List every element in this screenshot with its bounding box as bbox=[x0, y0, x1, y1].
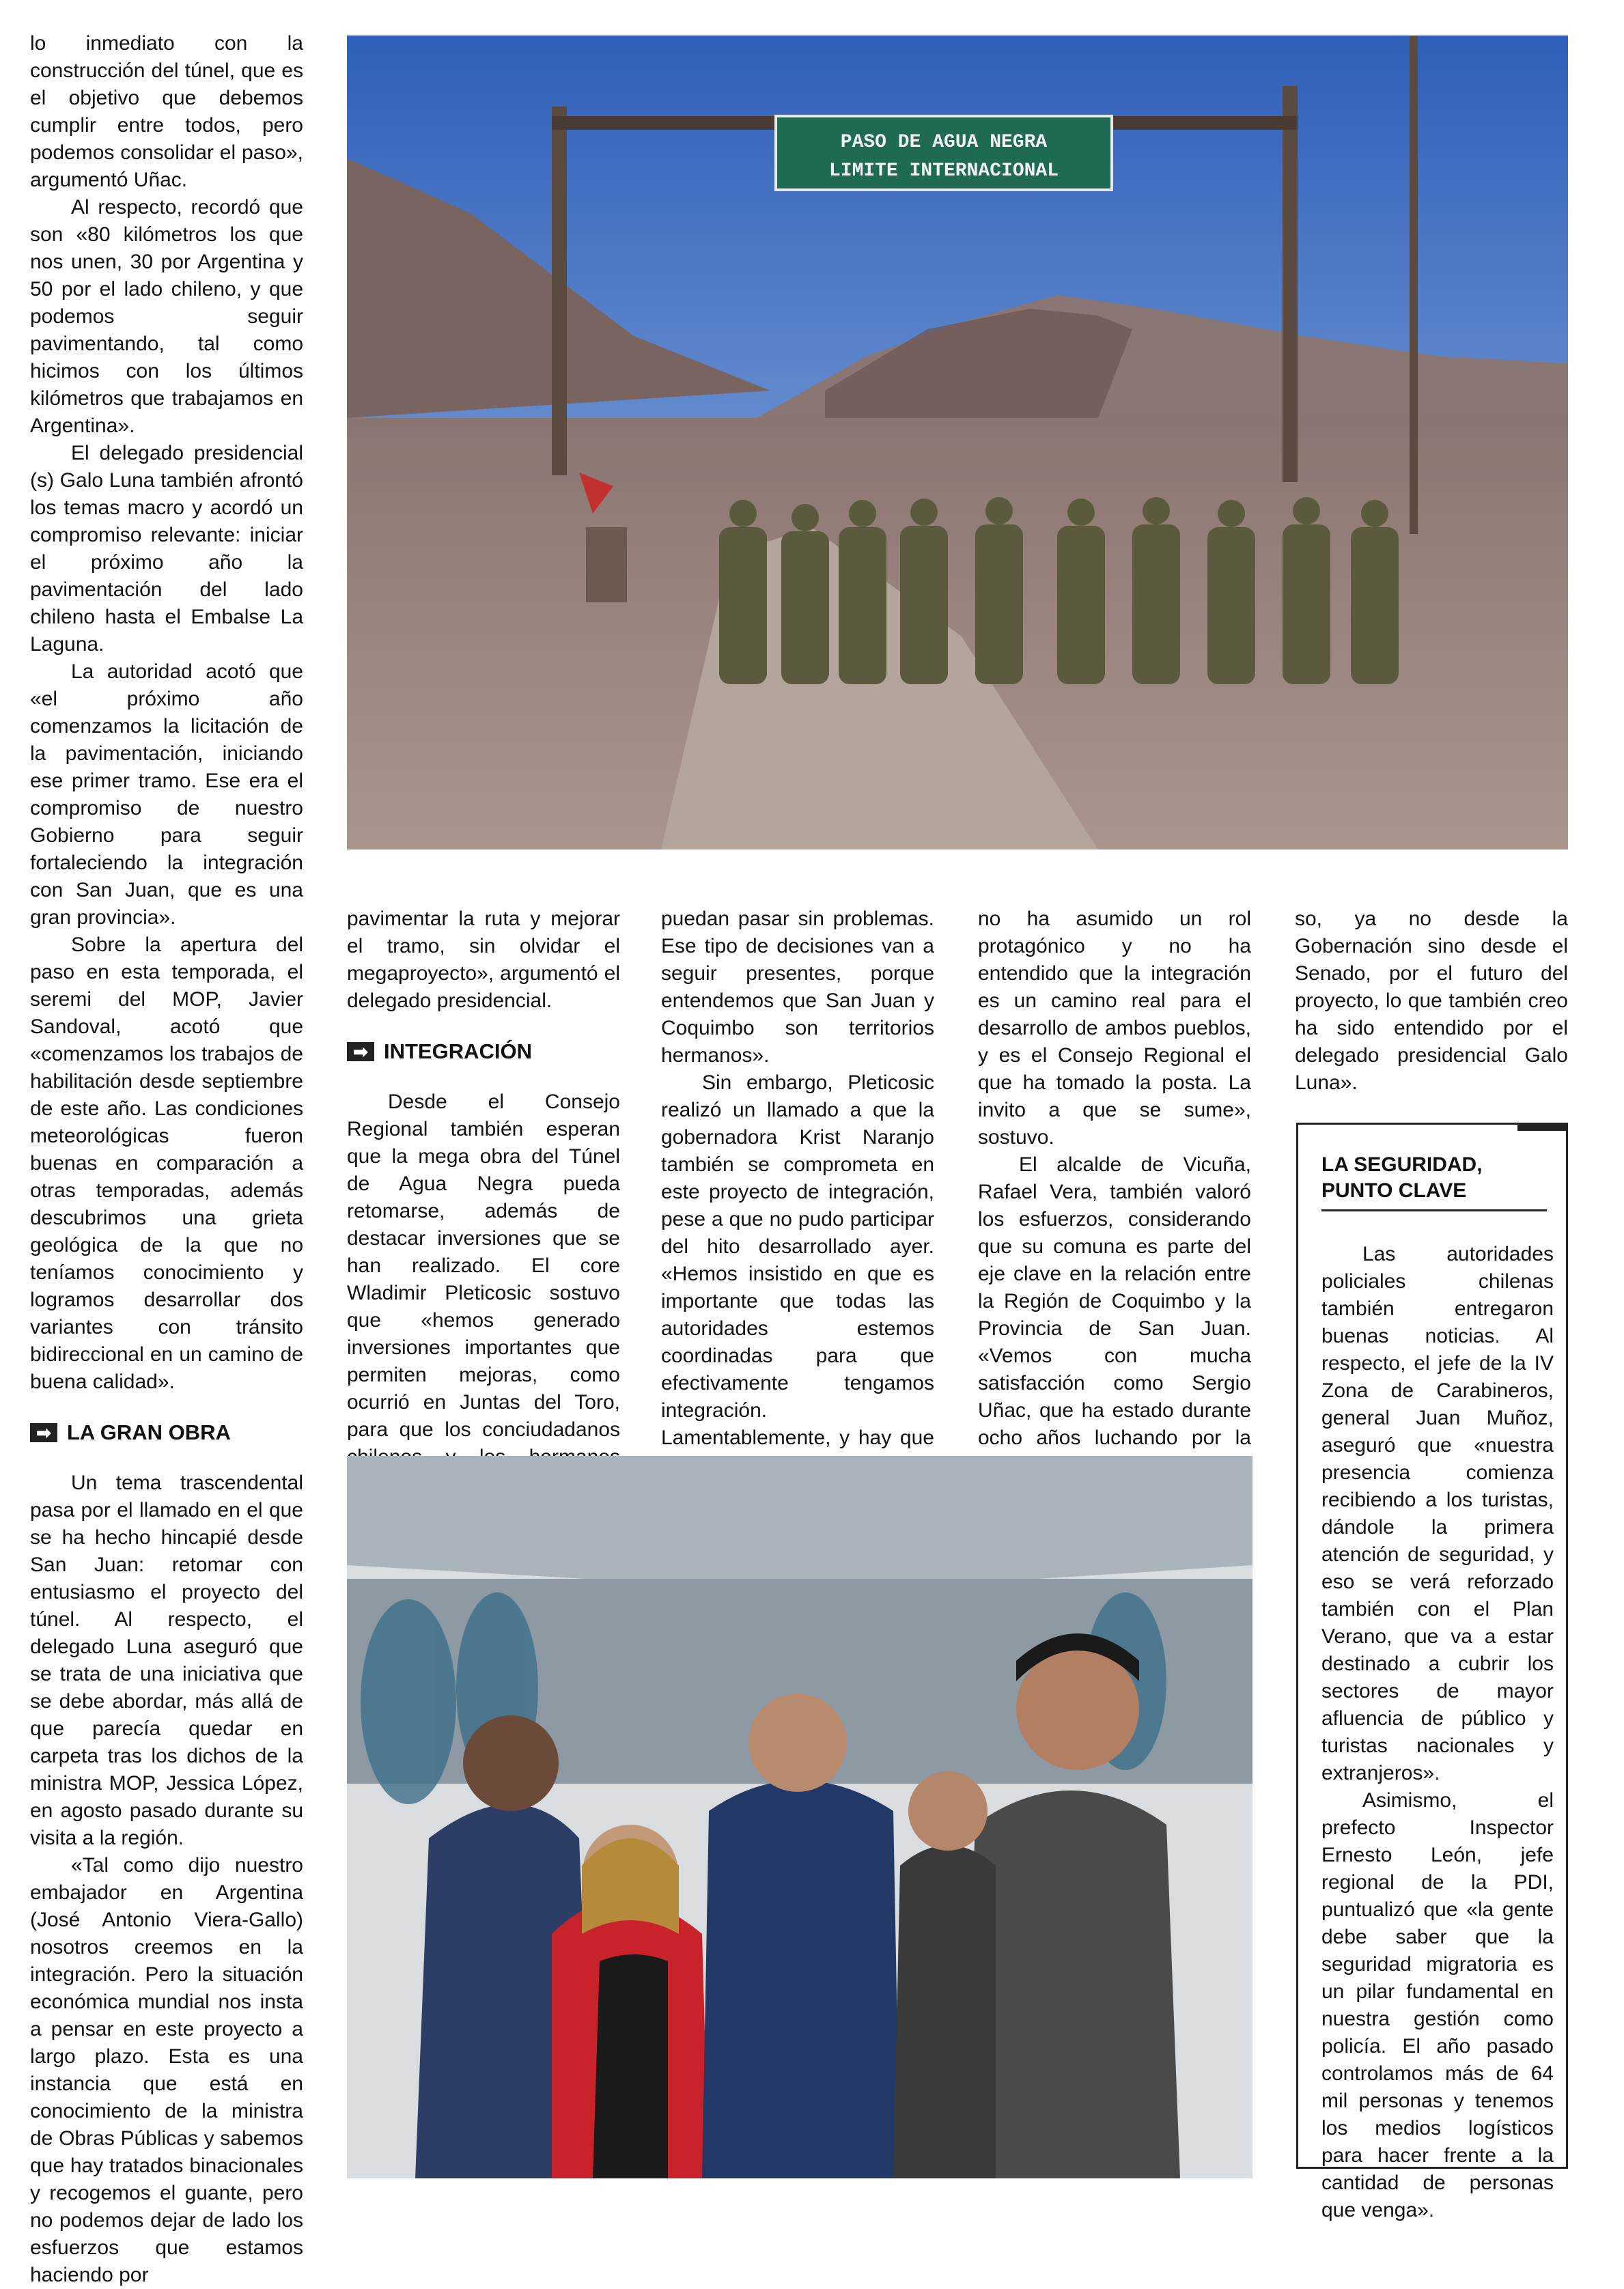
sidebar-title: LA SEGURIDAD, PUNTO CLAVE bbox=[1321, 1152, 1547, 1211]
photo-border-crossing bbox=[347, 36, 1568, 849]
sidebar-body bbox=[1321, 1241, 1554, 2224]
article-column-2 bbox=[347, 905, 620, 1498]
section-heading-la-gran-obra bbox=[30, 1419, 303, 1446]
paragraph: no ha asumido un rol protagónico y no ha entendido que la integración es un camino real para el desarrollo de ambos pueblos, y es el Consejo Regional el que ha tomado la posta. La invito a que se sume», sostuvo. bbox=[978, 908, 1251, 1149]
paragraph: La autoridad acotó que «el próximo año comenzamos la licitación de la pavimentación, iniciando ese primer tramo. Ese era el compromiso de nuestro Gobierno para seguir fortaleciendo la integración con San Juan, que es una gran provincia». bbox=[30, 660, 303, 929]
arrow-right-icon: ➡ bbox=[30, 1423, 57, 1442]
paragraph: Sobre la apertura del paso en esta temporada, el seremi del MOP, Javier Sandoval, acotó que «comenzamos los trabajos de habilitación desde septiembre de este año. Las condiciones meteorológicas fueron buenas en comparación a otras temporadas, además descubrimos una grieta geológica de la que no teníamos conocimiento y logramos desarrollar dos variantes con tránsito bidireccional en un camino de buena calidad». bbox=[30, 933, 303, 1393]
paragraph: Un tema trascendental pasa por el llamado en el que se ha hecho hincapié desde San Juan: retomar con entusiasmo el proyecto del túnel. Al respecto, el delegado Luna aseguró que se trata de una iniciativa que se debe abordar, más allá de que parecía quedar en carpeta tras los dichos de la ministra MOP, Jessica López, en agosto pasado durante su visita a la región. bbox=[30, 1472, 303, 1849]
paragraph: Las autoridades policiales chilenas también entregaron buenas noticias. Al respecto, el jefe de la IV Zona de Carabineros, general Juan Muñoz, aseguró que «nuestra presencia comienza recibiendo a los turistas, dándole la primera atención de seguridad, y eso se verá reforzado también con el Plan Verano, que va a estar destinado a cubrir los sectores de mayor afluencia de público y turistas nacionales y extranjeros». bbox=[1321, 1243, 1554, 1784]
paragraph: Asimismo, el prefecto Inspector Ernesto León, jefe regional de la PDI, puntualizó que «la gente debe saber que la seguridad migratoria es un pilar fundamental en nuestra gestión como policía. El año pasado controlamos más de 64 mil personas y tenemos los medios logísticos para hacer frente a la cantidad de personas que venga». bbox=[1321, 1789, 1554, 2221]
sidebar-top-bar bbox=[1517, 1123, 1568, 1131]
article-column-5 bbox=[1295, 905, 1568, 1097]
sidebar-security bbox=[1296, 1123, 1568, 2221]
photo-authorities-illustration bbox=[347, 1456, 1252, 2178]
section-heading-label: INTEGRACIÓN bbox=[384, 1039, 532, 1063]
paragraph: El alcalde de Vicuña, Rafael Vera, también valoró los esfuerzos, considerando que su comuna es parte del eje clave en la relación entre la Región de Coquimbo y la Provincia de San Juan. «Vemos con mucha satisfacción como Sergio Uñac, que ha estado durante ocho años luchando por la bbox=[978, 1153, 1251, 1449]
paragraph: Al respecto, recordó que son «80 kilómetros los que nos unen, 30 por Argentina y 50 por el lado chileno, y que podemos seguir pavimentando, tal como hicimos con los últimos kilómetros que trabajamos en Argentina». bbox=[30, 196, 303, 437]
paragraph: puedan pasar sin problemas. Ese tipo de decisiones van a seguir presentes, porque entendemos que San Juan y Coquimbo son territorios hermanos». bbox=[661, 908, 934, 1067]
photo-border-crossing-illustration bbox=[347, 36, 1568, 849]
article-column-4 bbox=[978, 905, 1251, 1506]
section-heading-label: LA GRAN OBRA bbox=[67, 1420, 231, 1444]
sign-line-1: PASO DE AGUA NEGRA bbox=[840, 132, 1048, 153]
section-heading-integracion bbox=[347, 1038, 620, 1065]
paragraph: «Tal como dijo nuestro embajador en Argentina (José Antonio Viera-Gallo) nosotros creemos en la integración. Pero la situación económica mundial nos insta a pensar en este proyecto a largo plazo. Esta es una instancia que está en conocimiento de la ministra de Obras Públicas y sabemos que hay tratados binacionales y recogemos el guante, pero no podemos dejar de lado los esfuerzos que estamos haciendo por bbox=[30, 1854, 303, 2286]
sign-line-2: LIMITE INTERNACIONAL bbox=[828, 160, 1059, 182]
article-column-1 bbox=[30, 30, 303, 2289]
paragraph: pavimentar la ruta y mejorar el tramo, sin olvidar el megaproyecto», argumentó el delegado presidencial. bbox=[347, 908, 620, 1012]
paragraph: Desde el Consejo Regional también esperan que la mega obra del Túnel de Agua Negra pueda retomarse, además de destacar inversiones que se han realizado. El core Wladimir Pleticosic sostuvo que «hemos generado inversiones importantes que permiten mejoras, como ocurrió en Juntas del Toro, para que los conciudadanos bbox=[347, 1091, 620, 1441]
photo-authorities-group bbox=[347, 1456, 1252, 2178]
paragraph: El delegado presidencial (s) Galo Luna también afrontó los temas macro y acordó un compromiso relevante: iniciar el próximo año la pavimentación del lado chileno hasta el Embalse La Laguna. bbox=[30, 442, 303, 656]
paragraph: Sin embargo, Pleticosic realizó un llamado a que la gobernadora Krist Naranjo también se comprometa en este proyecto de integración, pese a que no pudo participar del hito desarrollado ayer. «Hemos insistido en que es importante que todas las autoridades estemos coordinadas para que efectivamente tengamos integración. Lamentablemente, y hay que bbox=[661, 1071, 934, 1449]
paragraph: lo inmediato con la construcción del túnel, que es el objetivo que debemos cumplir entre todos, pero podemos consolidar el paso», argumentó Uñac. bbox=[30, 32, 303, 191]
article-column-3 bbox=[661, 905, 934, 1479]
paragraph: so, ya no desde la Gobernación sino desde el Senado, por el futuro del proyecto, lo que también creo ha sido entendido por el delegado presidencial Galo Luna». bbox=[1295, 908, 1568, 1094]
arrow-right-icon: ➡ bbox=[347, 1042, 374, 1061]
